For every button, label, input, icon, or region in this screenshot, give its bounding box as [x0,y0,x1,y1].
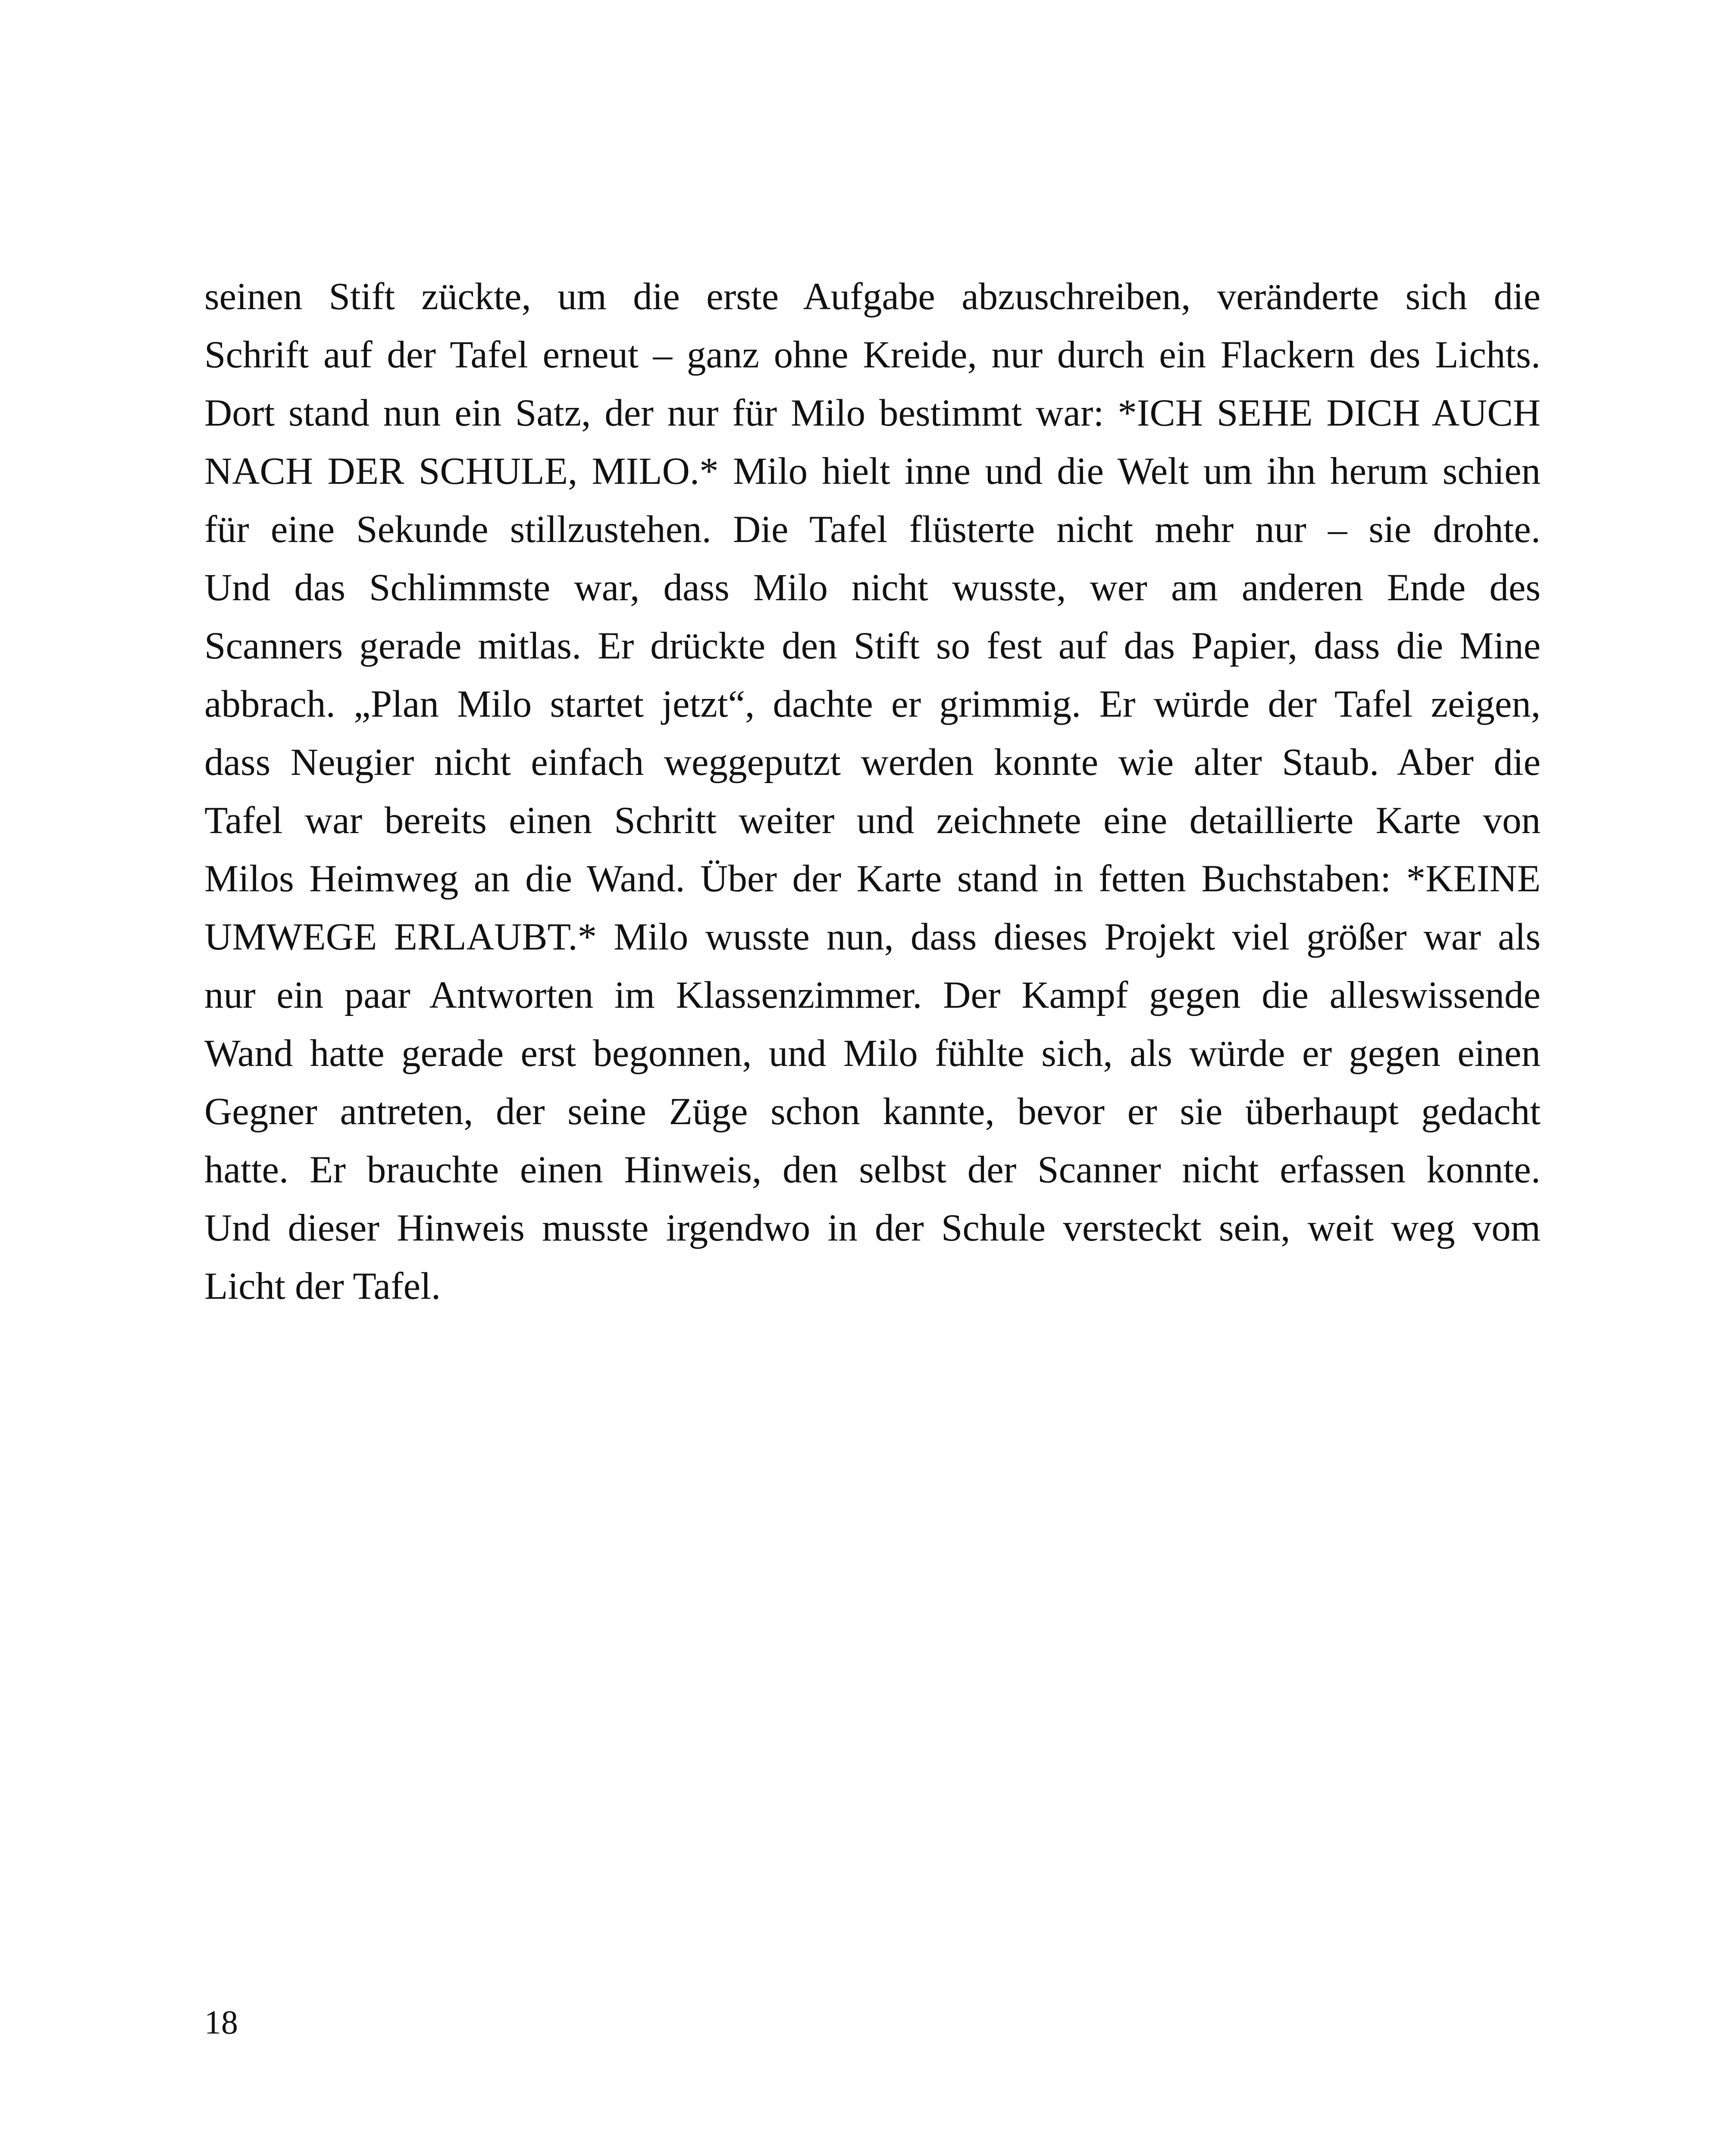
text-line: hatte. Er brauchte einen Hinweis, den selbst der Scanner nicht erfassen konnte. [204,1149,1541,1191]
text-line: dass Neugier nicht einfach weggeputzt werden konnte wie alter Staub. Aber die [204,741,1541,783]
page-number: 18 [204,2003,238,2041]
text-line: UMWEGE ERLAUBT.* Milo wusste nun, dass dieses Projekt viel größer war als [204,916,1541,958]
text-line: Und dieser Hinweis musste irgendwo in der Schule versteckt sein, weit weg vom [204,1207,1541,1249]
body-paragraph [204,268,1541,1316]
text-line: seinen Stift zückte, um die erste Aufgabe abzuschreiben, veränderte sich die [204,276,1541,318]
text-line: Dort stand nun ein Satz, der nur für Milo bestimmt war: *ICH SEHE DICH AUCH [204,392,1541,434]
text-line: abbrach. „Plan Milo startet jetzt“, dachte er grimmig. Er würde der Tafel zeigen, [204,683,1541,725]
text-line: Wand hatte gerade erst begonnen, und Milo fühlte sich, als würde er gegen einen [204,1032,1541,1075]
text-line: Und das Schlimmste war, dass Milo nicht wusste, wer am anderen Ende des [204,567,1541,609]
text-line: Gegner antreten, der seine Züge schon kannte, bevor er sie überhaupt gedacht [204,1091,1541,1133]
text-line: NACH DER SCHULE, MILO.* Milo hielt inne und die Welt um ihn herum schien [204,450,1541,492]
text-line: Licht der Tafel. [204,1265,441,1307]
text-line: für eine Sekunde stillzustehen. Die Tafel flüsterte nicht mehr nur – sie drohte. [204,508,1541,551]
text-line: Tafel war bereits einen Schritt weiter und zeichnete eine detaillierte Karte von [204,799,1541,842]
text-line: nur ein paar Antworten im Klassenzimmer. Der Kampf gegen die alleswissende [204,974,1541,1016]
text-line: Schrift auf der Tafel erneut – ganz ohne Kreide, nur durch ein Flackern des Lichts. [204,334,1541,376]
text-line: Scanners gerade mitlas. Er drückte den Stift so fest auf das Papier, dass die Mine [204,625,1541,667]
text-line: Milos Heimweg an die Wand. Über der Karte stand in fetten Buchstaben: *KEINE [204,858,1541,900]
